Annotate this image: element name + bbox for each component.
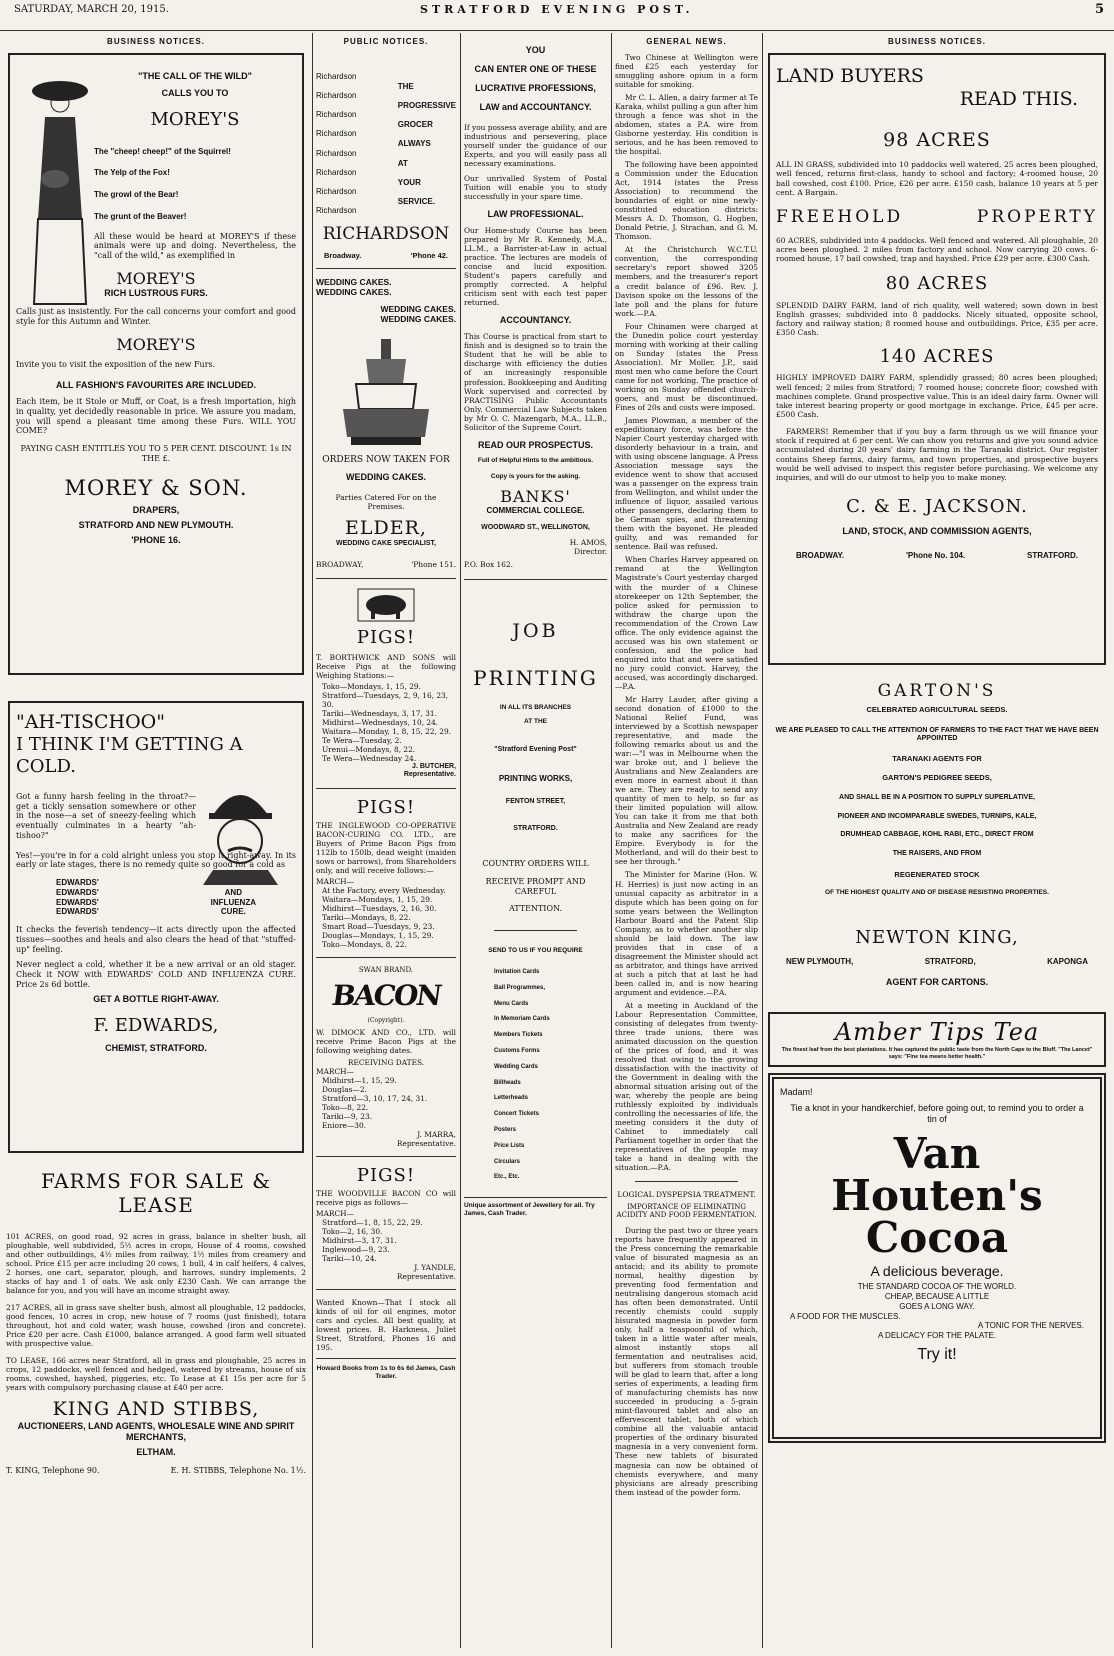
edwards-headline: I THINK I'M GETTING A: [16, 733, 243, 755]
edwards-address: CHEMIST, STRATFORD.: [105, 1042, 207, 1053]
farms-ad: [6, 1169, 306, 1476]
edwards-cta: GET A BOTTLE RIGHT-AWAY.: [93, 993, 219, 1004]
morey-heading: MOREY'S: [116, 334, 196, 354]
edwards-headline: COLD.: [16, 755, 76, 777]
richardson-name: RICHARDSON: [322, 224, 450, 245]
morey-tagline: "THE CALL OF THE WILD": [138, 70, 252, 81]
general-news: [615, 53, 758, 1173]
morey-towns: STRATFORD AND NEW PLYMOUTH.: [78, 520, 234, 531]
edwards-headline: "AH-TISCHOO": [16, 710, 165, 733]
paper-title: STRATFORD EVENING POST.: [420, 3, 694, 16]
lady-illustration: [20, 69, 90, 309]
morey-line: The "cheep! cheep!" of the Squirrel!: [94, 146, 231, 156]
richardson-ad: Richardson Richardson Richardson Richardson Richardson Richardson Richardson Richardson THE PROGRESSIVE GROCER ALWAYS AT YOUR SERVICE.: [316, 71, 456, 216]
amber-tips-ad: Amber Tips Tea The finest leaf from the best plantations. It has captured the public taste from the North Cape to the Bluff. "The Lancet" says: "Fine tea means better health.": [768, 1012, 1106, 1067]
news-item: Two Chinese at Wellington were fined £25 each yesterday for smuggling ashore opium in a form suitable for smoking.: [615, 52, 758, 89]
richardson-address: Broadway.: [324, 250, 362, 260]
morey-trade: DRAPERS,: [132, 505, 180, 516]
news-item: James Plowman, a member of the expeditionary force, was before the Napier Court yesterday charged with disorderly behaviour in a train, and with using obscene language. A Press Association message says the evidence went to show that accused was a passenger on the express train from Wellington, and whilst under the influence of liquor, assailed various other passengers, declaring them to be German spies, and threatening them with the bayonet. He pleaded guilty, and was remanded for sentence. Bail was refused.: [615, 415, 758, 552]
edwards-cure: EDWARDS' EDWARDS' EDWARDS' EDWARDS' AND INFLUENZA CURE.: [56, 878, 256, 917]
farm-listing: 101 ACRES, on good road, 92 acres in grass, balance in shelter bush, all ploughable, well subdivided, 5½ acres in crops, House of 4 rooms, cowshed and other outbuildings, 4½ miles from railway, 1½ miles from creamery and school. Price £15 per acre including 20 cows, 1 bull, 4 in calf heifers, 4 calves, 2 horses, one cart, separator, plough, and harrows, sundry implements, 2 stacks of hay and 1 of oats. We ask only £230 Cash. We can arrange the balance for you, and you will have an income straight away.: [6, 1231, 306, 1295]
section-heading: BUSINESS NOTICES.: [888, 37, 986, 46]
jewellery-notice: Unique assortment of Jewellery for all. Try James, Cash Trader.: [464, 1202, 595, 1218]
dyspepsia-article: LOGICAL DYSPEPSIA TREATMENT. IMPORTANCE OF ELIMINATING ACIDITY AND FOOD FERMENTATION. During the past two or three years reports have frequently appeared in the Press concerning the remarkable value of bisurated magnesia as an antacid; and its ability to promote normal, healthy digestion by preventing food fermentation and neutralising dangerous stomach acid has often been demonstrated. Until recently chemists could supply bisurated magnesia in powder form only, half a teaspoonful of which, taken in a little water after meals, almost instantly stops all fermentation and neutralises acid, but sufferers from stomach trouble will be glad to learn that, after a long series of experiments, a leading firm of manufacturing chemists has now succeeded in producing a 5-grain mint-flavoured tablet and also an effervescent tablet, both of which combine all the valuable antacid properties of the ordinary bisurated magnesia in a very convenient form. These new tablets of bisurated magnesia can now be obtained of chemists everywhere, and many physicians are already prescribing them instead of the powder form.: [615, 1189, 758, 1497]
king-stibbs-firm: KING AND STIBBS,: [52, 1398, 260, 1421]
policeman-illustration: [193, 775, 288, 885]
edwards-ad: [8, 701, 304, 1153]
morey-text: Each item, be it Stole or Muff, or Coat, is a fresh importation, high in quality, yet decidedly reasonable in price. We assure you madam, you will spend a pleasant time among these Furs. WILL YOU COME?: [16, 397, 296, 436]
news-item: Four Chinamen were charged at the Dunedin police court yesterday morning with working at their calling on Sunday (states the Press Association). Mr Moller, J.P., said most men who came before the Court came for not working. The practice of working on Sunday offended church-goers, and must be discontinued. Fines of 20s and costs were imposed.: [615, 321, 758, 412]
issue-date: SATURDAY, MARCH 20, 1915.: [14, 4, 169, 15]
news-item: Mr C. L. Allen, a dairy farmer at Te Karaka, whilst pulling a gun after him through a fence was shot in the abdomen, states a P.A. wire from Gisborne yesterday. His condition is serious, and he has been removed to the hospital.: [615, 92, 758, 157]
king-stibbs-town: ELTHAM.: [136, 1447, 176, 1458]
morey-fashion: ALL FASHION'S FAVOURITES ARE INCLUDED.: [56, 380, 256, 391]
news-item: At the Christchurch W.C.T.U. convention, the corresponding secretary's report showed 3205 members, and the treasurer's report a credit balance of £96. Rev. J. Davison spoke on the lessons of the late poll and the plans for future work.—P.A.: [615, 245, 758, 318]
edwards-text: It checks the feverish tendency—it acts directly upon the affected tissues—soothes and heals and also clears the head of that "stuffed-up" feeling.: [16, 925, 296, 954]
morey-line: The grunt of the Beaver!: [94, 211, 187, 221]
column-rule: [312, 33, 313, 1648]
morey-discount: PAYING CASH ENTITLES YOU TO 5 PER CENT. DISCOUNT. 1s IN THE £.: [20, 444, 292, 463]
column-5: [766, 33, 1108, 1648]
garton-seeds-ad: GARTON'S CELEBRATED AGRICULTURAL SEEDS. WE ARE PLEASED TO CALL THE ATTENTION OF FARMERS TO THE FACT THAT WE HAVE BEEN APPOINTED TARANAKI AGENTS FOR GARTON'S PEDIGREE SEEDS, AND SHALL BE IN A POSITION TO SUPPLY SUPERLATIVE, PIONEER AND INCOMPARABLE SWEDES, TURNIPS, KALE, DRUMHEAD CABBAGE, KOHL RABI, ETC., DIRECT FROM THE RAISERS, AND FROM REGENERATED STOCK OF THE HIGHEST QUALITY AND OF DISEASE RESISTING PROPERTIES. NEWTON KING, NEW PLYMOUTH, STRATFORD, KAPONGA AGENT FOR CARTONS.: [775, 680, 1099, 987]
page-number: 5: [1094, 2, 1104, 17]
swan-bacon-ad: SWAN BRAND. BACON (Copyright). W. DIMOCK AND CO., LTD. will receive Prime Bacon Pigs at the following weighing dates. RECEIVING DATES. MARCH— Midhirst—1, 15, 29. Douglas—2. Stratford—3, 10, 17, 24, 31. Toko—8, 22. Tariki—9, 23. Eniore—30. J. MARRA, Representative.: [316, 966, 456, 1147]
morey-tagline-2: CALLS YOU TO: [161, 87, 229, 98]
bacon-logo: BACON: [329, 978, 443, 1012]
woodville-pigs-ad: PIGS! THE WOODVILLE BACON CO will receive pigs as follows— MARCH— Stratford—1, 8, 15, 22, 29. Toko—2, 16, 30. Midhirst—3, 17, 31. Inglewood—9, 23. Tariki—10, 24. J. YANDLE, Representative.: [316, 1164, 456, 1282]
job-printing-ad: JOB PRINTING IN ALL ITS BRANCHES AT THE "Stratford Evening Post" PRINTING WORKS, FENTON STREET, STRATFORD. COUNTRY ORDERS WILL RECEIVE PROMPT AND CAREFUL ATTENTION. SEND TO US IF YOU REQUIRE Invitation Cards Ball Programmes, Menu Cards In Memoriam Cards Members Tickets Customs Forms Wedding Cards Billheads Letterheads Concert Tickets Posters Price Lists Circulars Etc., Etc.: [473, 620, 598, 1181]
banks-college-ad: YOU CAN ENTER ONE OF THESE LUCRATIVE PROFESSIONS, LAW and ACCOUNTANCY. If you possess average ability, and are industrious and persevering, place yourself under the guidance of our Experts, and you will easily pass all necessary examinations. Our unrivalled System of Postal Tuition will enable you to study successfully in your spare time. LAW PROFESSIONAL. Our Home-study Course has been prepared by Mr R. Kennedy, M.A., LL.M., a Barrister-at-Law in actual practice. The lectures are models of concise and lucid exposition. Student's papers carefully and promptly corrected. A helpful criticism sent with each test paper returned. ACCOUNTANCY. This Course is practical from start to finish and is designed so to train the Student that he will be able to discharge with efficiency the duties of an increasingly responsible profession. Bookkeeping and Auditing Work supervised and corrected by PRACTISING Public Accountants Only. Commercial Law Subjects taken by Mr O. C. Mazengarb, M.A., LL.B., Solicitor of the Supreme Court. READ OUR PROSPECTUS. Full of Helpful Hints to the ambitious. Copy is yours for the asking. BANKS' COMMERCIAL COLLEGE. WOODWARD ST., WELLINGTON, H. AMOS, Director. P.O. Box 162.: [464, 45, 607, 570]
edwards-text: Got a funny harsh feeling in the throat?—get a tickly sensation somewhere or other in the nose—a set of sneezy-feeling which eventually culminates in a hearty "ah-tishoo?": [16, 791, 196, 840]
masthead-bar: [0, 0, 1114, 31]
borthwick-pigs-ad: PIGS! T. BORTHWICK AND SONS will Receive Pigs at the following Weighing Stations:— Toko—Mondays, 1, 15, 29. Stratford—Tuesdays, 2, 9, 16, 23, 30. Tariki—Wednesdays, 3, 17, 31. Midhirst—Wednesdays, 10, 24. Waitara—Monday, 1, 8, 15, 22, 29. Te Wera—Tuesday, 2. Urenui—Mondays, 8, 22. Te Wera—Wednesday 24. J. BUTCHER, Representative.: [316, 587, 456, 780]
morey-text: Invite you to visit the exposition of the new Furs.: [16, 360, 216, 370]
morey-line: The Yelp of the Fox!: [94, 168, 170, 178]
stibbs-phone: E. H. STIBBS, Telephone No. 1½.: [170, 1466, 306, 1476]
news-item: When Charles Harvey appeared on remand at the Wellington Magistrate's Court yesterday charged with the murder of a Chinese storekeeper on 12th September, the police asked for permission to withdraw the charge upon the recommendation of the Crown Law office. The only evidence against the accused was his own statement or confession, and the police had enquired into that and were satisfied no jury could convict. Harvey, the accused, was accordingly discharged.—P.A.: [615, 555, 758, 691]
king-stibbs-desc: AUCTIONEERS, LAND AGENTS, WHOLESALE WINE AND SPIRIT MERCHANTS,: [17, 1421, 295, 1443]
section-heading: BUSINESS NOTICES.: [107, 37, 205, 46]
morey-name: MOREY'S: [150, 108, 240, 130]
column-4: [615, 33, 758, 1648]
column-2: [316, 33, 456, 1648]
column-1: [6, 33, 306, 1648]
morey-line: The growl of the Bear!: [94, 190, 179, 200]
morey-ad: [8, 53, 304, 675]
elder-ad: WEDDING CAKES. WEDDING CAKES. WEDDING CAKES. WEDDING CAKES. ORDERS NOW TAKEN FOR WEDDING CAKES. Parties Catered For on the Premises. ELDER, WEDDING CAKE SPECIALIST, BROADWAY, 'Phone 151.: [316, 277, 456, 570]
howard-books-notice: Howard Books from 1s to 6s 6d James, Cash Trader.: [316, 1365, 456, 1381]
king-phone: T. KING, Telephone 90.: [6, 1466, 100, 1476]
farm-listing: 217 ACRES, all in grass save shelter bush, almost all ploughable, 12 paddocks, good fences, 10 acres in crop, new house of 7 rooms (just finished), totara throughout, hot and cold water, wash house, cowshed (iron and concrete). Price £20 per acre. Cash £1000, balance arranged. A good farm well situated with prospective value.: [6, 1302, 306, 1348]
morey-text: All these would be heard at MOREY'S if these animals were up and doing. Nevertheless, the "call of the wild," as exemplified in: [94, 231, 296, 261]
morey-text: Calls just as insistently. For the call concerns your comfort and good style for this Autumn and Winter.: [16, 307, 296, 327]
column-rule: [762, 33, 763, 1648]
edwards-name: F. EDWARDS,: [93, 1014, 219, 1036]
harkness-notice: Wanted Known—That I stock all kinds of oil for oil engines, motor cars and cycles. All best quality, at lowest prices. B. Harkness, Juliet Street, Stratford, Phones 16 and 195.: [316, 1298, 456, 1353]
jackson-land-ad: LAND BUYERS READ THIS. 98 ACRES ALL IN GRASS, subdivided into 10 paddocks well watered, 25 acres been ploughed, well fenced, returns first-class, handy to school and factory; 4-roomed house, 20 ball cowshed, cost £100. Price, £26 per acre. £150 cash, balance 10 years at 5 per cent. A Bargain. FREEHOLD PROPERTY 60 ACRES, subdivided into 4 paddocks. Well fenced and watered. All ploughable, 20 acres been ploughed. 2 miles from factory and school. Now carrying 20 cows. 6-roomed house, 17 bail cowshed, trap and hayshed. Price £29 per acre. £300 Cash. 80 ACRES SPLENDID DAIRY FARM, land of rich quality, well watered; sown down in best English grasses; subdivided into 8 paddocks. Nicely situated, opposite school, factory and railway station; 8 roomed house and outbuildings. Price, £35 per acre. £350 Cash. 140 ACRES HIGHLY IMPROVED DAIRY FARM, splendidly grassed; 80 acres been ploughed; well fenced; 2 miles from Stratford; 7 roomed house; concrete floor; cowshed with machines complete. Grand prospective value. This is an ideal dairy farm. Owner will take interest bearing property or good mortgage in exchange. Price, £45 per acre. £500 Cash. FARMERS! Remember that if you buy a farm through us we will finance your stock if required at 6 per cent. We can show you returns and give you sound advice accumulated during 20 years' dairy farming in the Taranaki district. Our register contains Sheep farms, dairy farms, and town properties, and prospective buyers would be well advised to inspect this register before purchasing. We welcome any inquiries, and will do our utmost to help you to make money. C. & E. JACKSON. LAND, STOCK, AND COMMISSION AGENTS, BROADWAY. 'Phone No. 104. STRATFORD.: [768, 53, 1106, 665]
pig-icon: [356, 587, 416, 623]
section-heading: GENERAL NEWS.: [646, 37, 727, 46]
morey-firm: MOREY & SON.: [64, 475, 248, 500]
edwards-text: Never neglect a cold, whether it be a new arrival or an old stager. Check it NOW with EDWARDS' COLD AND INFLUENZA CURE. Price 2s 6d bottle.: [16, 960, 296, 989]
column-3: [464, 33, 607, 1648]
morey-heading: MOREY'S: [116, 268, 196, 288]
section-heading: PUBLIC NOTICES.: [343, 37, 429, 46]
news-item: The Minister for Marine (Hon. W. H. Herries) is just now acting in an unusual capacity as arbitrator in a dispute which has been going on for some years between the Wellington Harbour Board and the Patent Slip Company, as to whether another slip should be laid down. The law provides that in case of a disagreement the Minister should act as arbitrator, and things have arrived at such a pitch that at last he had been called in, and is now hearing argument and evidence.—P.A.: [615, 870, 758, 997]
richardson-phone: 'Phone 42.: [410, 250, 448, 260]
news-item: At a meeting in Auckland of the Labour Representation Committee, consisting of delegates from twenty-three trade unions, there was animated discussion on the question of the prices of food, and it was resolved that owing to the growing dissatisfaction with the inactivity of the Government in dealing with the abnormal situation arising out of the war, whereby the people are being ruthlessly exploited by individuals controlling the necessaries of life, the meeting considers it the duty of Cabinet to immediately call Parliament together in order that the representatives of the people may take a hand in dealing with the situation.—P.A.: [615, 1000, 758, 1173]
news-item: The following have been appointed a Commission under the Education Act, 1914 (states the Press Association) to recommend the boundaries of eight or nine newly-constituted education districts: Messrs A. D. Thomson, G. Hogben, Donald Petrie, J. Strachan, and G. M. Thomson.: [615, 160, 758, 242]
edwards-text: Yes!—you're in for a cold alright unless you stop it right-away. In its early or late stages, there is no remedy quite so good for a cold as: [16, 850, 296, 870]
news-item: Mr Harry Lauder, after giving a second donation of £1000 to the National Relief Fund, was interviewed by a Scottish newspaper representative, and made the following remarks about us and the war:—"I was in Melbourne when the war broke out, and I believe the Australians and New Zealanders are even more in earnest about it than we are. They are ready to send any quantity of men to help, so far as their limited population will allow. You can take it from me that both Australia and New Zealand are ready to make any sacrifices for the Empire. Everybody is for the Motherland, and will do their best to see her through.": [615, 694, 758, 867]
morey-phone: 'PHONE 16.: [131, 535, 181, 546]
column-rule: [611, 33, 612, 1648]
morey-furs: RICH LUSTROUS FURS.: [104, 288, 208, 299]
inglewood-pigs-ad: PIGS! THE INGLEWOOD CO-OPERATIVE BACON-CURING CO. LTD., are Buyers of Prime Bacon Pigs from 112lb to 150lb, dead weight (maiden sows or barrows), from Shareholders only, and will receive follows:— MARCH— At the Factory, every Wednesday. Waitara—Mondays, 1, 15, 29. Midhirst—Tuesdays, 2, 16, 30. Tariki—Mondays, 8, 22. Smart Road—Tuesdays, 9, 23. Douglas—Mondays, 1, 15, 29. Toko—Mondays, 8, 22.: [316, 797, 456, 950]
farm-listing: TO LEASE, 166 acres near Stratford, all in grass and ploughable, 25 acres in crops, 12 paddocks, well fenced and hedged, watered by streams, house of six rooms, cowshed, hayshed, piggeries, etc. To Lease at £1 15s per acre for 5 years with compulsory purchasing clause at £40 per acre.: [6, 1355, 306, 1392]
farms-title: FARMS FOR SALE & LEASE: [40, 1168, 272, 1218]
van-houten-ad: Madam! Tie a knot in your handkerchief, before going out, to remind you to order a tin of Van Houten's Cocoa A delicious beverage. THE STANDARD COCOA OF THE WORLD. CHEAP, BECAUSE A LITTLE GOES A LONG WAY. A FOOD FOR THE MUSCLES. A TONIC FOR THE NERVES. A DELICACY FOR THE PALATE. Try it!: [768, 1073, 1106, 1443]
wedding-cake-illustration: [331, 329, 441, 449]
column-rule: [460, 33, 461, 1648]
